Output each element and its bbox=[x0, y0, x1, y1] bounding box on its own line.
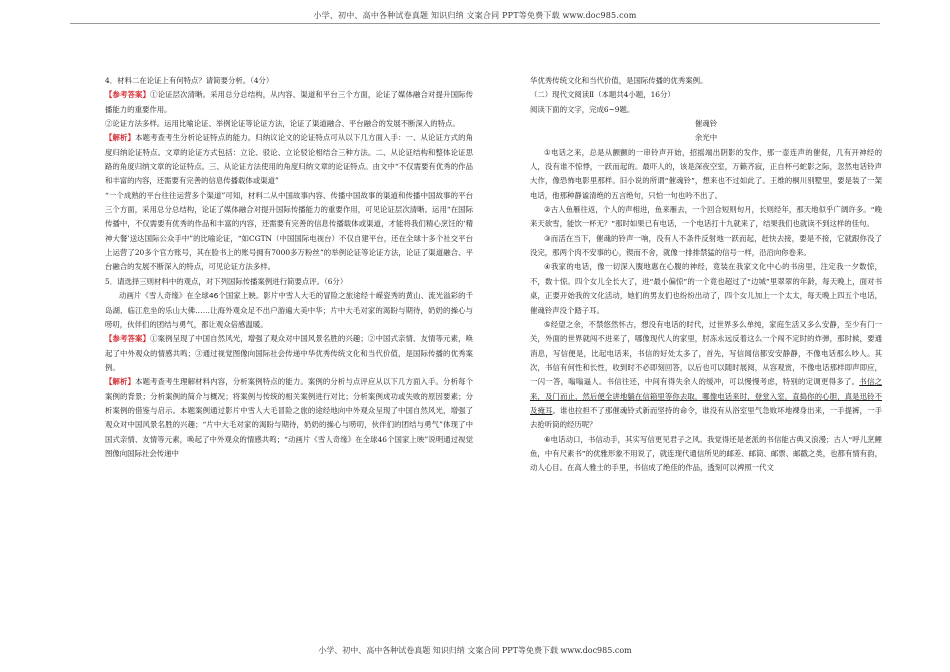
analysis-tag: 【解析】 bbox=[105, 377, 136, 387]
q5-answer: 【参考答案】①案例呈现了中国自然风光，增强了观众对中国风景名胜的兴趣；②中国式亲情、友情等元素，唤起了中外观众的情感共鸣；③通过视觉图像向国际社会传递中华优秀传统文化和当代价值，是国际传播的优秀案例。 bbox=[105, 334, 473, 372]
paragraph-2: ②古人鱼雁往返，个人的声相进，鱼来雁去，一个回合短则旬月，长则经年，那天地似乎广阔许多。“晚来天欲雪，能饮一杯无？”那时如果已有电话，一个电话打十九就来了，结果我们也就读不到这样的佳句。 bbox=[530, 205, 882, 229]
paragraph-6: ⑥电话动口，书信动手，其实写信更见君子之风。我觉得还是老派的书信能古典又浪漫；古人“呼儿烹鲤鱼，中有尺素书”的优雅形象不用说了，就连现代通信所见的邮差、邮筒、邮票、邮戳之类，也都有情有韵，动人心目。在高人雅士的手里，书信成了绝佳的作品，透刻可以裨照一代文 bbox=[530, 434, 882, 473]
underlined-sentence: 书信之来，及门而止，然后便全讲地躺在信箱里等你去取，哪像电话来时，登堂入室，直捣你的心胆，真是迅铃不及掩耳 bbox=[530, 377, 882, 415]
article-title: 催魂铃 bbox=[694, 119, 718, 129]
page-header: 小学、初中、高中各种试卷真题 知识归纳 文案合同 PPT等免费下载 www.doc985.com bbox=[313, 11, 637, 20]
reading-intro: 阅读下面的文字，完成6~9题。 bbox=[530, 104, 635, 114]
left-column bbox=[105, 74, 473, 461]
question-5: 5．请选择三则材料中的观点，对下列国际传播案例进行简要点评。（6分） bbox=[105, 276, 348, 286]
paragraph-1: ①电话之来，总是从颤颤的一串铃声开始，招摇端出阴影的发作，那一壶连声的催促，几有开神经的人，没有谁不惊悸，一跃而起的。最吓人的，该是深夜空室，万籁齐寂，正自杯弓蛇影之际，忽然电话铃声大作，像恐怖电影里那样。旧小说的所谓“催魂铃”，想来也不过如此了。王维的桐川别墅里，要是装了一架电话，他那种静谧清绝的五言绝句，只怕一句也吟不出了。 bbox=[530, 147, 882, 200]
q5-case: 动画片《雪人奇缘》在全球46个国家上映。影片中雪人大毛的冒险之旅途经十嵘瓷秀的黄山、流光溢彩的千岛湖、临江危坐的乐山大佛……让海外观众足不出户游遍大美中华；片中大毛对家的渴盼与期待，奶奶的操心与唠叨，伙伴们的团结与勇气，都让观众倍感温暖。 bbox=[105, 291, 473, 329]
q4-analysis-cont: “一个成熟的平台往往运营多个渠道”可知，材料二从中国故事内容、传播中国故事的渠道和传播中国故事的平台三个方面，采用总分总结构，论证了媒体融合对提升国际传播能力的重要作用，可见论证层次清晰。运用“在国际传播中，不仅需要有优秀的作品和丰富的内容，还需要有完善的信息传播载体或渠道，才能将我们精心烹饪的‘精神大餐’送达国际公众手中”的比喻论证，“如CGTN（中国国际电视台）不仅自建平台，还在全球十多个社交平台上运营了20多个官方账号，其在脸书上的账号拥有7000多万粉丝”的举例论证等论证方法，论证了渠道融合、平台融合的发展不断深入的特点，可见论证方法多样。 bbox=[105, 190, 473, 272]
section-heading: （二）现代文阅读Ⅱ（本题共4小题，16分） bbox=[530, 90, 675, 100]
q5-analysis: 【解析】本题考查考生理解材料内容，分析案例特点的能力。案例的分析与点评应从以下几方面入手。分析每个案例的背景；分析案例的简介与概况；将案例与传统的相关案例进行对比；分析案例成功或失败的原因要素；分析案例的借鉴与启示。本题案例通过影片中雪人大毛冒险之旅的途经地向中外观众呈现了中国自然风光，增强了观众对中国风景名胜的兴趣；“片中大毛对家的渴盼与期待，奶奶的操心与唠叨，伙伴们的团结与勇气”体现了中国式亲情、友情等元素，唤起了中外观众的情感共鸣；“动画片《雪人奇缘》在全球46个国家上映”说明通过视觉图像向国际社会传递中 bbox=[105, 377, 473, 458]
q5-analysis-end: 华优秀传统文化和当代价值，是国际传播的优秀案例。 bbox=[530, 76, 708, 85]
analysis-tag: 【解析】 bbox=[105, 133, 136, 143]
answer-tag: 【参考答案】 bbox=[105, 90, 151, 100]
q4-analysis: 【解析】本题考查考生分析论证特点的能力。归纳议论文的论证特点可从以下几方面入手：一、从论证方式的角度归纳论证特点。文章的论证方式包括：立论、驳论、立论驳论相结合三种方法。二、从论证结构和整体论证思路的角度归纳文章的论证特点。三、从论证方法使用的角度归纳文章的论证特点。由文中“不仅需要有优秀的作品和丰富的内容，还需要有完善的信息传播载体或渠道” bbox=[105, 133, 473, 186]
q4-answer-2: ②论证方法多样。运用比喻论证、举例论证等论证方法，论证了渠道融合、平台融合的发展不断深入的特点。 bbox=[105, 119, 460, 129]
header-rule bbox=[70, 23, 880, 24]
answer-tag: 【参考答案】 bbox=[105, 334, 151, 344]
question-4: 4．材料二在论证上有何特点？请简要分析。（4分） bbox=[105, 76, 274, 85]
q4-answer-1: 【参考答案】①论证层次清晰。采用总分总结构，从内容、渠道和平台三个方面，论证了媒体融合对提升国际传播能力的重要作用。 bbox=[105, 90, 473, 114]
paragraph-4: ④我家的电话，像一切深入腹地惠在心腹的神经，竟装在我家文化中心的书房里，注定我一夕数惊，不，数十惊。四个女儿全长大了，进“最小偏惊”的一个竟也超过了“边城”里翠翠的年龄，每天晚上，面对书桌，正要开始我的文化活动，她们的男友们也纷纷出动了，四个女儿加上一个太太，每天晚上四五个电话，催魂铃声没个踏子耳。 bbox=[530, 262, 882, 315]
paragraph-3: ③而活在当下，催魂的铃声一响，没有人不条件反射地一跃而起，赶快去接，要是不接，它就跟你没了没完，那两个肉不安事的心，锲而不舍，就像一排排禁猛的信号一样，沿沿向你卷来。 bbox=[530, 233, 882, 258]
article-author: 余光中 bbox=[694, 133, 718, 143]
paragraph-5: ⑤经望之余，不禁悠然怀古，想没有电话的时代，过世界多么单纯，家庭生活又多么安静，至少有门一关，外面的世界就闯不进来了，哪像现代人的家里，肘冻永远反着这么一个闯不定时的炸弹，那时候，要通消息，写信便是，比起电话来，书信的好处太多了，首先，写信闻信都安安静静，不像电话那么吵人。其次，书信有何性和长性，收到时不必即刻回答，以后也可以随时展阅，从容观赏，不像电话那样即声即应，一闪一答，嗡嗡逼人。书信往还，中间有得失余人的缓冲，可以慢慢考虑，特别的定调更得多了。书信之来，及门而止，然后便全讲地躺在信箱里等你去取，哪像电话来时，登堂入室，直捣你的心胆，真是迅铃不及掩耳。谁也拉担不了那催魂铃式新而坚持的命令，谁没有从浴室里气急败坏地裸身出来，一手提裤，一手去抢听筒的经历呢？ bbox=[530, 319, 882, 430]
page-footer: 小学、初中、高中各种试卷真题 知识归纳 文案合同 PPT等免费下载 www.doc985.com bbox=[318, 646, 632, 655]
right-column bbox=[530, 74, 882, 476]
